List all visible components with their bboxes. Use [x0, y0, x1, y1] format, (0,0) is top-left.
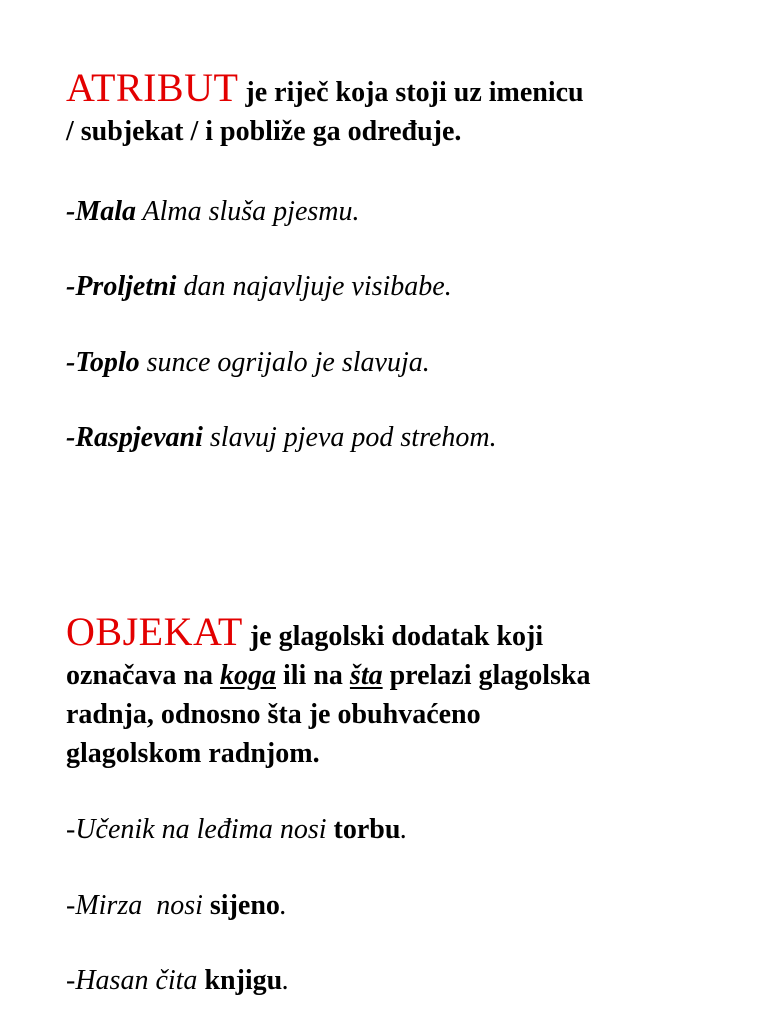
objekat-definition-text: [66, 609, 726, 773]
atribut-example-2: [66, 270, 452, 304]
example-period: .: [279, 890, 287, 921]
example-dash: -: [66, 271, 76, 302]
objekat-def-koga: koga: [220, 660, 276, 691]
example-period: .: [282, 965, 290, 996]
objekat-term: OBJEKAT: [66, 609, 243, 654]
objekat-def-part4: prelazi glagolska: [382, 660, 591, 691]
atribut-term: ATRIBUT: [66, 65, 239, 110]
objekat-def-part3: ili na: [276, 660, 350, 691]
example-object-word: torbu: [333, 814, 401, 845]
example-period: .: [400, 814, 408, 845]
atribut-example-4: [66, 421, 497, 455]
example-text: -Učenik na leđima nosi: [66, 814, 334, 845]
objekat-definition: [66, 609, 726, 773]
atribut-example-1: [66, 195, 360, 229]
atribut-definition-text: [66, 65, 726, 151]
atribut-definition-line2: / subjekat / i pobliže ga određuje.: [66, 116, 462, 147]
example-object-word: knjigu: [204, 965, 283, 996]
example-attribute-word: Proljetni: [75, 271, 177, 302]
objekat-example-3: [66, 964, 289, 998]
example-dash: -: [66, 347, 76, 378]
atribut-example-3: [66, 346, 430, 380]
example-attribute-word: Raspjevani: [75, 422, 203, 453]
example-dash: -: [66, 196, 76, 227]
example-dash: -: [66, 422, 76, 453]
atribut-definition-line1: je riječ koja stoji uz imenicu: [238, 77, 584, 108]
objekat-def-part2: označava na: [66, 660, 220, 691]
objekat-example-2: [66, 889, 287, 923]
objekat-example-1: [66, 813, 407, 847]
example-attribute-word: Mala: [75, 196, 137, 227]
objekat-def-part5: radnja, odnosno šta je obuhvaćeno: [66, 699, 481, 730]
example-rest: sunce ogrijalo je slavuja.: [139, 347, 430, 378]
atribut-definition: [66, 65, 726, 151]
example-attribute-word: Toplo: [75, 347, 140, 378]
example-rest: dan najavljuje visibabe.: [176, 271, 452, 302]
example-rest: slavuj pjeva pod strehom.: [202, 422, 497, 453]
objekat-def-part1: je glagolski dodatak koji: [242, 621, 544, 652]
example-object-word: sijeno: [209, 890, 280, 921]
example-rest: Alma sluša pjesmu.: [136, 196, 360, 227]
objekat-def-part6: glagolskom radnjom.: [66, 738, 320, 769]
example-text: -Mirza nosi: [66, 890, 210, 921]
example-text: -Hasan čita: [66, 965, 205, 996]
objekat-def-sta: šta: [349, 660, 383, 691]
